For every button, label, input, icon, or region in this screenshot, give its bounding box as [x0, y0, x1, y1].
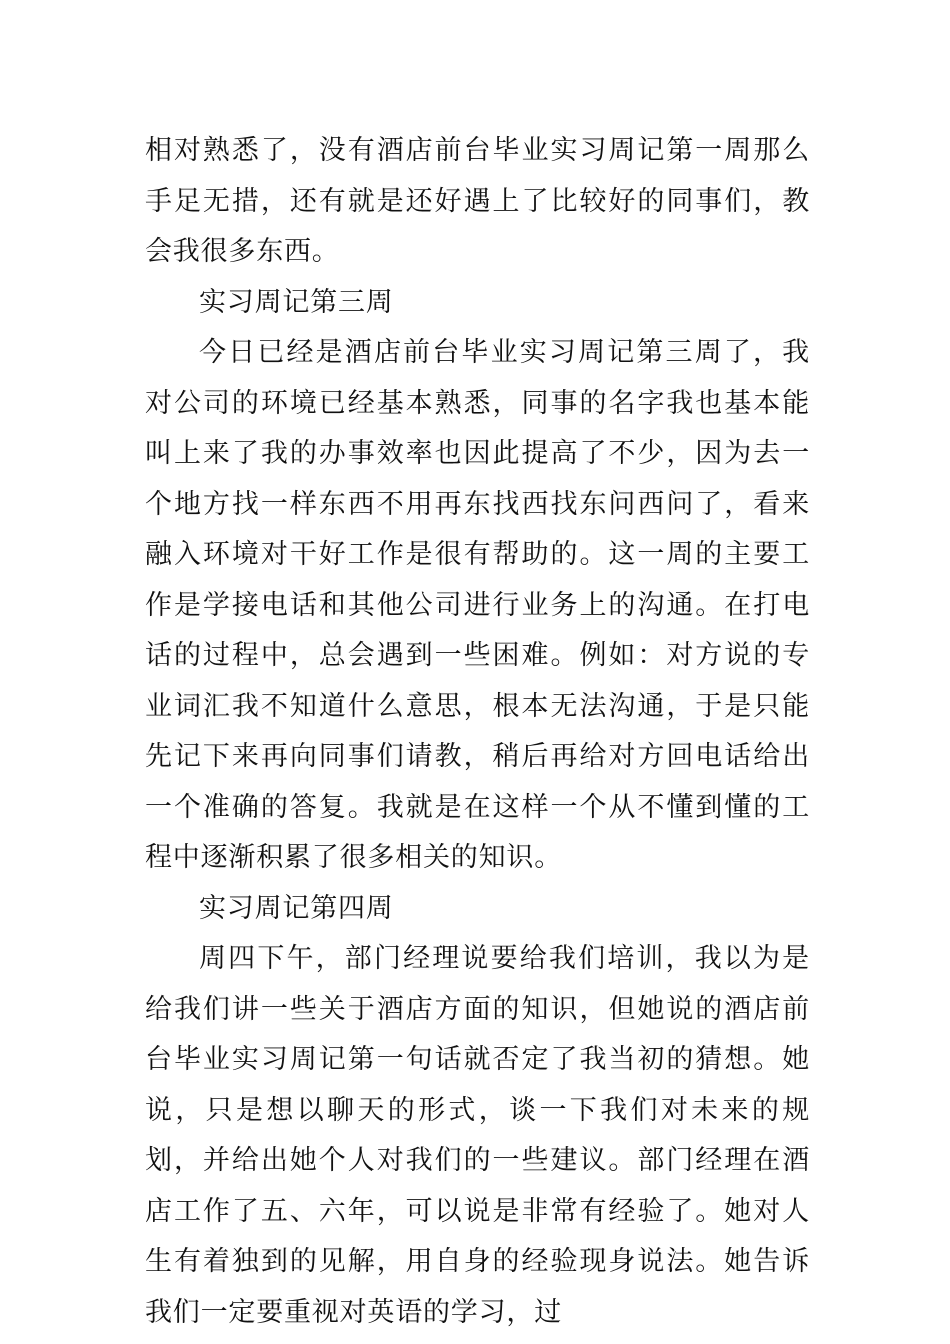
- section-heading-week-4: 实习周记第四周: [199, 892, 394, 924]
- paragraph-week-4: 周四下午，部门经理说要给我们培训，我以为是给我们讲一些关于酒店方面的知识，但她说的酒店前台毕业实习周记第一句话就否定了我当初的猜想。她说，只是想以聊天的形式，谈一下我们对未来的规划，并给出她个人对我们的一些建议。部门经理在酒店工作了五、六年，可以说是非常有经验了。她对人生有着独到的见解，用自身的经验现身说法。她告诉我们一定要重视对英语的学习，过: [145, 943, 810, 1328]
- section-heading-week-3: 实习周记第三周: [199, 286, 394, 318]
- paragraph-continuation: 相对熟悉了，没有酒店前台毕业实习周记第一周那么手足无措，还有就是还好遇上了比较好的同事们，教会我很多东西。: [145, 135, 810, 267]
- document-body: [145, 126, 810, 1338]
- paragraph-week-3: 今日已经是酒店前台毕业实习周记第三周了，我对公司的环境已经基本熟悉，同事的名字我也基本能叫上来了我的办事效率也因此提高了不少，因为去一个地方找一样东西不用再东找西找东问西问了，看来融入环境对干好工作是很有帮助的。这一周的主要工作是学接电话和其他公司进行业务上的沟通。在打电话的过程中，总会遇到一些困难。例如：对方说的专业词汇我不知道什么意思，根本无法沟通，于是只能先记下来再向同事们请教，稍后再给对方回电话给出一个准确的答复。我就是在这样一个从不懂到懂的工程中逐渐积累了很多相关的知识。: [145, 337, 810, 873]
